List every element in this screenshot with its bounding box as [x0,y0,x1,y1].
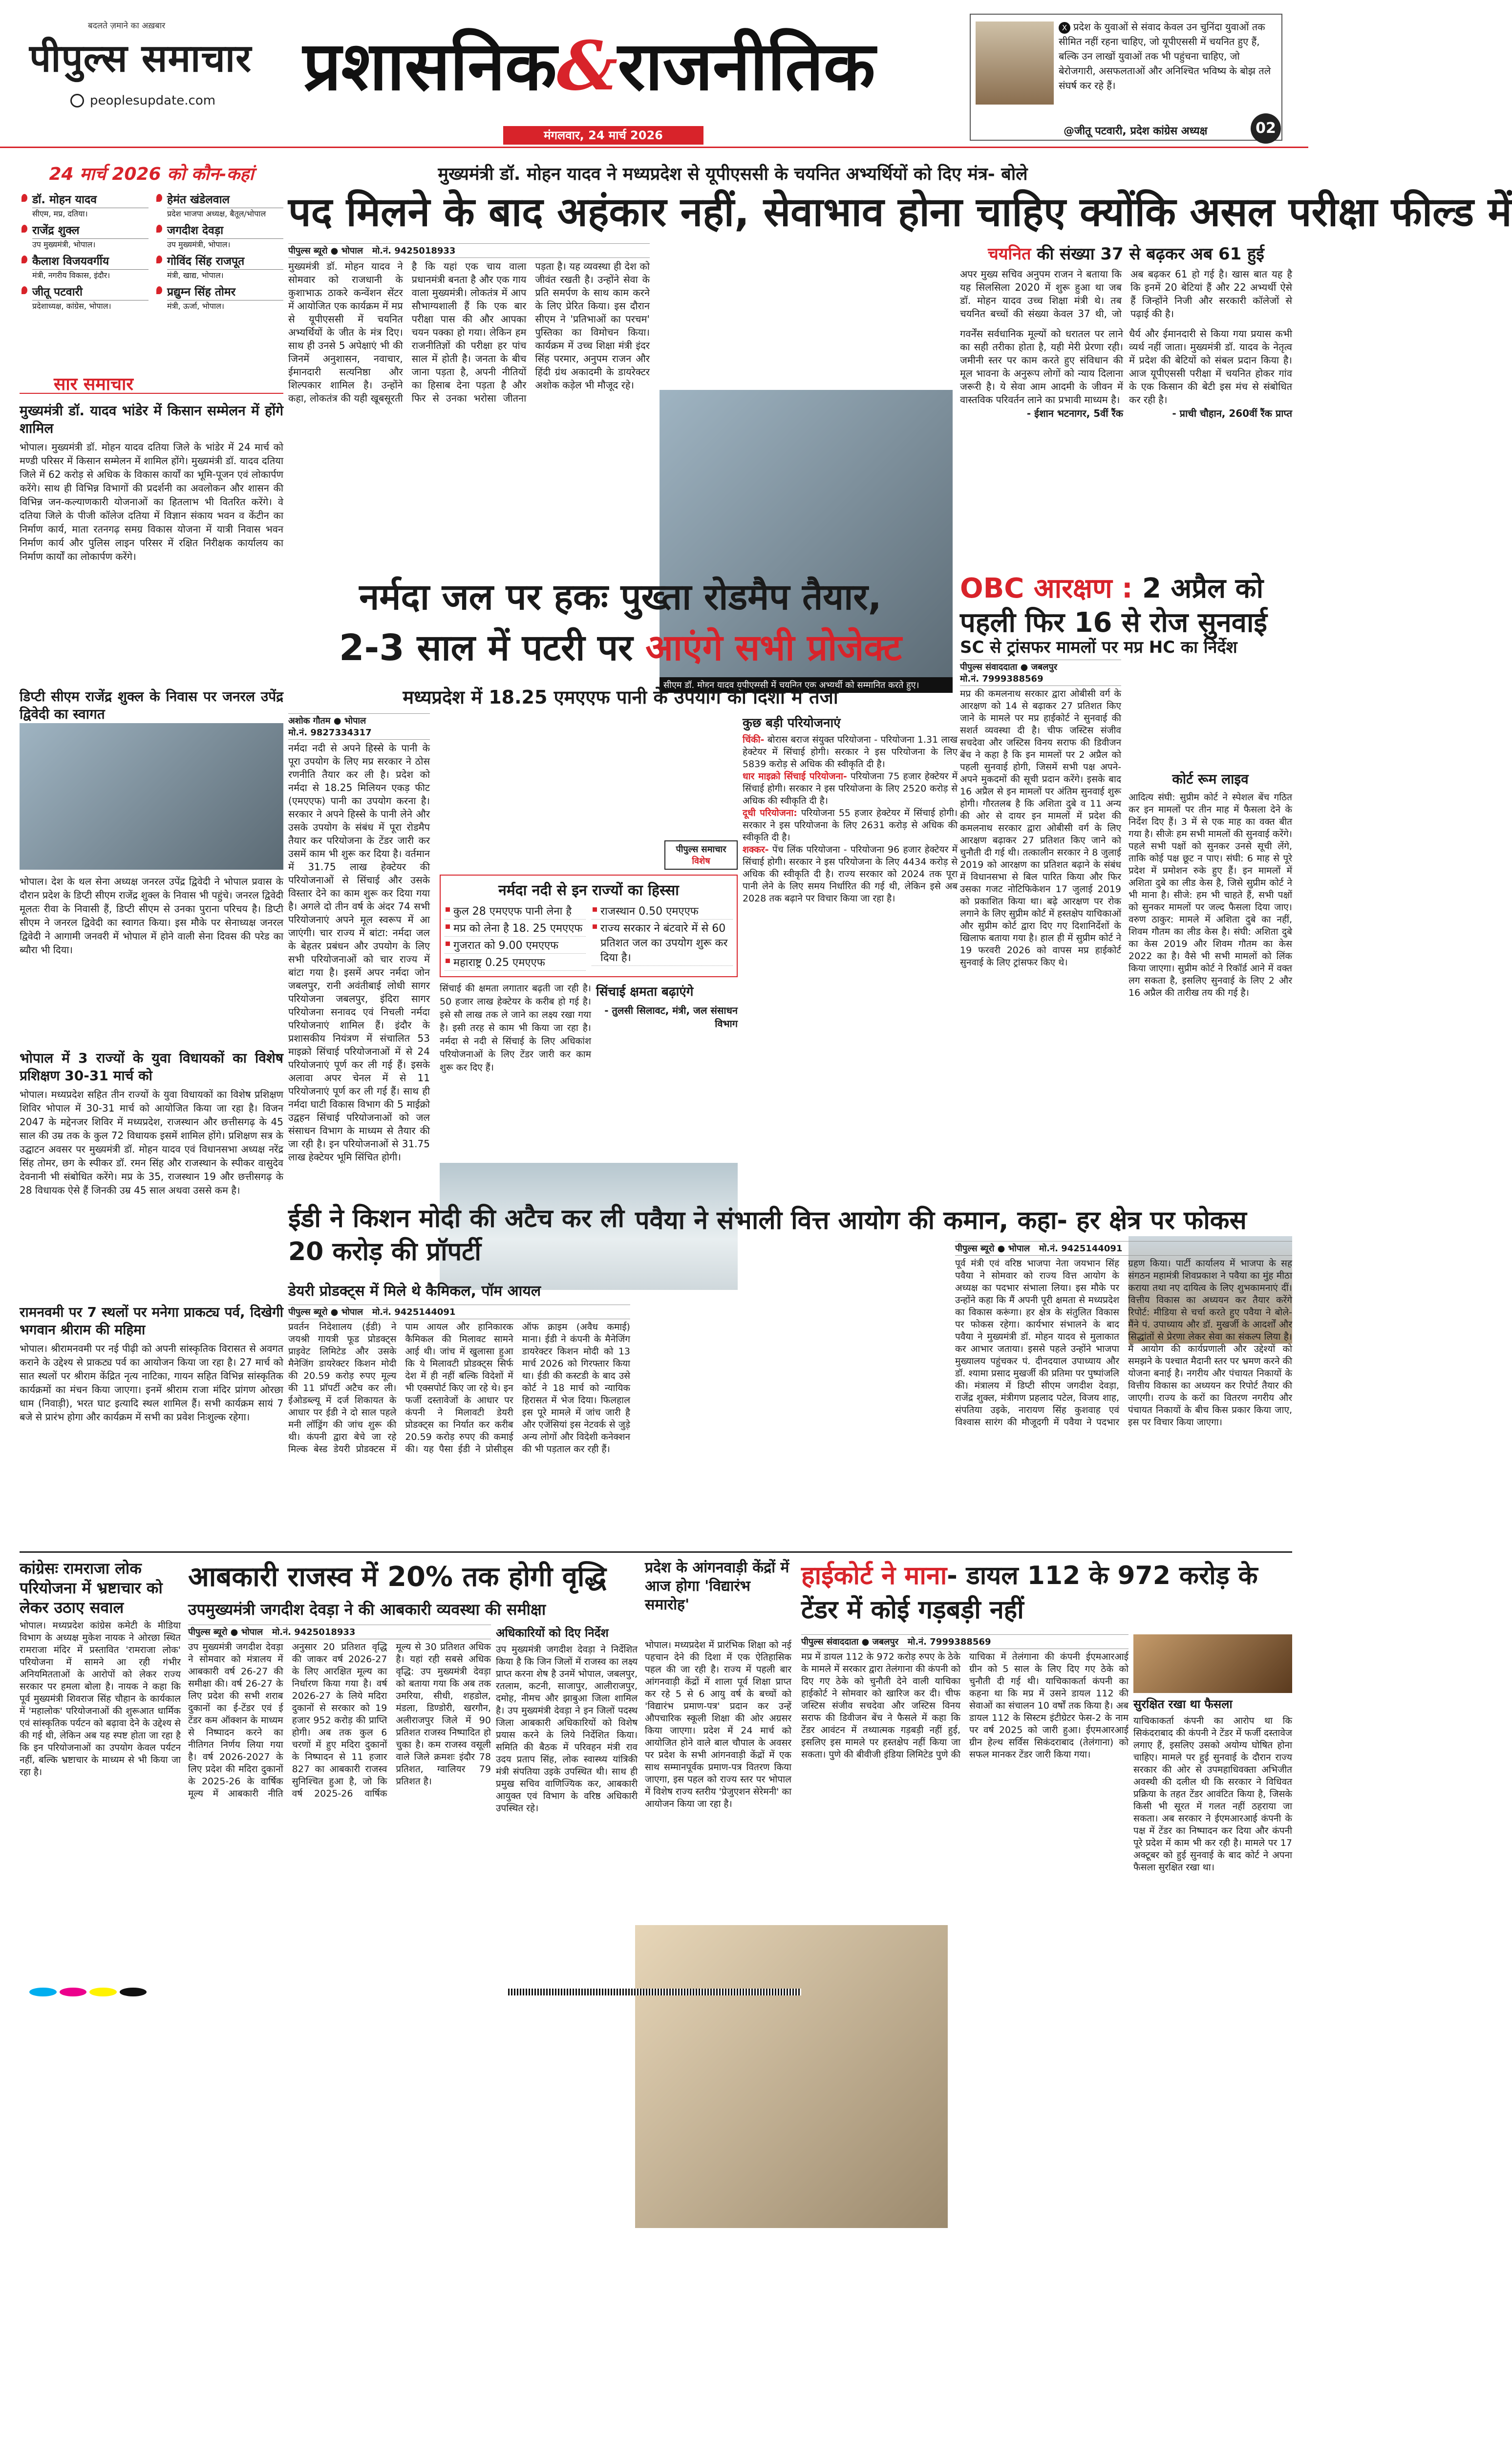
brief-body: भोपाल। मुख्यमंत्री डॉ. मोहन यादव दतिया जिले के भांडेर में 24 मार्च को मण्डी परिसर में किसान सम्मेलन में शामिल होंगे। मुख्यमंत्री डॉ. यादव दतिया जिले में 62 करोड़ से अधिक के विकास कार्यों का भूमि-पूजन एवं लोकार्पण करेंगे। साथ ही विभिन्न विभागों की प्रदर्शनी का अवलोकन और शासन की विभिन्न जन-कल्याणकारी योजनाओं का हितलाभ भी वितरित करेंगे। वे दतिया जिले के पीजी कॉलेज दतिया में विज्ञान संकाय भवन व केंटीन का निर्माण कार्य, माता रतनगढ़ समग्र विकास योजना में यात्री निवास भवन निर्माण कार्य और पुलिस लाइन परिसर में रक्षित निरीक्षक कार्यालय का निर्माण कार्यों का लोकार्पण करेंगे। [20,441,283,562]
state-share-left [445,902,586,971]
dial112-headline [801,1559,1292,1632]
special-logo [664,840,738,870]
selected-headline-red: चयनित [988,244,1031,264]
excise-directives-box [496,1625,638,1981]
army-chief-photo [20,723,283,870]
anganwadi-body: भोपाल। मध्यप्रदेश में प्रारंभिक शिक्षा को नई पहचान देने की दिशा में एक ऐतिहासिक पहल की जा रही है। राज्य में पहली बार आंगनवाड़ी केंद्रों में शाला पूर्व शिक्षा प्राप्त कर रहे 5 से 6 आयु वर्ष के बच्चों को 'विद्यारंभ प्रमाण-पत्र' प्रदान कर उन्हें औपचारिक स्कूली शिक्षा की ओर अग्रसर किया जाएगा। प्रदेश में 24 मार्च को आयोजित होने वाले बाल चौपाल के अवसर पर प्रदेश के सभी आंगनवाड़ी केंद्रों में एक साथ सम्मानपूर्वक प्रमाण-पत्र वितरण किया जाएगा, इस पहल को राज्य स्तर पर भोपाल में विशेष राज्य स्तरीय 'प्रेजुएशन सेरेमनी' का आयोजन किया जा रहा है। [645,1640,791,1809]
project-name: चिंकी- [743,734,765,745]
selected-headline [960,243,1292,265]
state-share-right [592,902,733,971]
narmada-headline-line2a: 2-3 साल में पटरी पर [339,627,646,669]
lead-body: मुख्यमंत्री डॉ. मोहन यादव ने सोमवार को राजधानी के कुशाभाऊ ठाकरे कन्वेंशन सेंटर में आयोजित एक कार्यक्रम में मप्र से यूपीएससी में चयनित अभ्यर्थियों के जीत के मंत्र दिए। साथ ही उनसे 5 अपेक्षाएं भी की जिनमें अनुशासन, नवाचार, ईमानदारी सत्यनिष्ठा और शिल्पकार शामिल है। उन्होंने कहा, लोकतंत्र की यही खूबसूरती है कि यहां एक चाय वाला प्रधानमंत्री बनता है और एक गाय वाला मुख्यमंत्री। लोकतंत्र में आप सौभाग्यशाली हैं कि एक बार परीक्षा पास की और आपका चयन पक्का हो गया। लेकिन हम राजनीतिज्ञों की परीक्षा हर पांच साल में होती है। जनता के बीच जाना पड़ता है, अपनी नीतियों का हिसाब देना पड़ता है और फिर से उनका भरोसा जीतना पड़ता है। यह व्यवस्था ही देश को जीवंत रखती है। उन्होंने सेवा के प्रति समर्पण के साथ काम करने के लिए प्रेरित किया। इस दौरान सीएम ने 'प्रतिभाओं का परचम' पुस्तिका का विमोचन किया। कार्यक्रम में उच्च शिक्षा मंत्री इंदर सिंह परमार, अनुपम राजन और हिंदी ग्रंथ अकादमी के डायरेक्टर अशोक कड़ेल भी मौजूद रहे। [288,260,650,404]
state-share-item: गुजरात को 9.00 एमएएफ [445,937,586,954]
obc-article [960,660,1121,1197]
excise-article [188,1625,491,1981]
byline-mobile: मो.नं. 9425144091 [1039,1243,1123,1254]
events-box [20,161,283,362]
pawaiya-headline: पवैया ने संभाली वित्त आयोग की कमान, कहा- हर क्षेत्र पर फोकस [635,1206,1247,1235]
narmada-col2-body: सिंचाई की क्षमता लगातार बढ़ती जा रही है। 50 हजार लाख हेक्टेयर के करीब हो गई है। इसे सौ लाख तक ले जाने का लक्ष्य रखा गया है। इसी तरह से काम भी किया जा रहा है। नर्मदा से नदी से सिंचाई के लिए अधिकांश परियोजनाओं के लिए टेंडर जारी कर काम शुरू कर दिए हैं। [440,983,591,1073]
state-share-title: नर्मदा नदी से इन राज्यों का हिस्सा [498,882,679,899]
logo-name: पीपुल्स समाचार [29,37,252,81]
project-text: परियोजना 75 हजार हेक्टेयर में सिंचाई होगी। सरकार ने इस परियोजना के लिए 2520 करोड़ से अधिक की स्वीकृति दी है। [743,771,958,806]
event-item [154,191,283,219]
anganwadi-article [645,1639,791,1981]
ed-article [288,1305,630,1554]
events-list [20,191,283,311]
gavel-photo [1133,1634,1292,1693]
narmada-subhead: मध्यप्रदेश में 18.25 एमएएफ पानी के उपयोग की दिशा में तेजी [403,686,838,708]
excise-byline [188,1625,491,1639]
byline-mobile: मो.नं. 9425018933 [372,246,456,256]
ed-headline: ईडी ने किशन मोदी की अटैच कर ली 20 करोड़ की प्रॉपर्टी [288,1204,624,1266]
cyan-mark [29,1988,57,1996]
irrigation-title: सिंचाई क्षमता बढ़ाएंगे [596,985,694,999]
brief-headline: रामनवमी पर 7 स्थलों पर मनेगा प्राकट्य पर्व, दिखेगी भगवान श्रीराम की महिमा [20,1304,283,1338]
congress-headline: कांग्रेसः रामराजा लोक परियोजना में भ्रष्टाचार को लेकर उठाए सवाल [20,1559,163,1617]
dial112-byline [801,1634,1129,1649]
byline-text: पीपुल्स संवाददाता ● जबलपुर [960,662,1058,672]
byline-text: पीपुल्स ब्यूरो ● भोपाल [955,1243,1030,1254]
lead-photo-caption: सीएम डॉ. मोहन यादव यूपीएससी में चयनित एक अभ्यर्थी को सम्मानित करते हुए। [660,677,953,693]
congress-body: भोपाल। मध्यप्रदेश कांग्रेस कमेटी के मीडिया विभाग के अध्यक्ष मुकेश नायक ने ओरछा स्थित रामराजा मंदिर में प्रस्तावित 'रामराजा लोक' परियोजना में सामने आ रही गंभीर अनियमितताओं के आरोपों को लेकर राज्य सरकार पर हमला बोला है। नायक ने कहा कि पूर्व मुख्यमंत्री शिवराज सिंह चौहान के कार्यकाल में 'महालोक' परियोजनाओं की शुरूआत धार्मिक एवं सांस्कृतिक पर्यटन को बढ़ावा देने के उद्देश्य से की गई थी, लेकिन अब यह स्पष्ट होता जा रहा है कि इन परियोजनाओं का उपयोग केवल पर्यटन नहीं, बल्कि भ्रष्टाचार के माध्यम से भी किया जा रहा है। [20,1620,181,1778]
event-item [20,253,149,280]
event-detail: उप मुख्यमंत्री, भोपाल। [167,238,283,250]
project-item [743,807,958,844]
quote-prachi [1129,327,1292,420]
state-share-item: राजस्थान 0.50 एमएएफ [592,902,733,920]
special-label: विशेष [692,856,710,866]
event-item [20,283,149,311]
brief-cm-kisan [20,398,283,686]
project-text: परियोजना 55 हजार हेक्टेयर में सिंचाई होगी। सरकार ने इस परियोजना के लिए 2631 करोड़ से अधिक की स्वीकृति दी है। [743,808,958,843]
quote-prachi-text: धैर्य और ईमानदारी से किया गया प्रयास कभी व्यर्थ नहीं जाता। मुख्यमंत्री डॉ. यादव के नेतृत्व में प्रदेश की बेटियों को संबल प्रदान किया है। आज यूपीएससी परीक्षा में चयनित होकर गांव के एक किसान की बेटी इस मंच से संबोधित कर रही है। [1129,328,1292,406]
irrigation-signature: - तुलसी सिलावट, मंत्री, जल संसाधन विभाग [604,1005,738,1029]
brief-ramnavami [20,1300,283,1544]
project-name: शक्कर- [743,844,769,855]
magenta-mark [60,1988,87,1996]
event-item [20,191,149,219]
section-title-part2: राजनीतिक [618,27,875,106]
projects-title: कुछ बड़ी परियोजनाएं [743,716,841,730]
quote-signature: @जीतू पटवारी, प्रदेश कांग्रेस अध्यक्ष [1064,125,1208,137]
event-detail: प्रदेशाध्यक्ष, कांग्रेस, भोपाल। [32,300,149,311]
byline-mobile: मो.नं. 9425144091 [372,1307,456,1317]
event-detail: मंत्री, नगरीय विकास, इंदौर। [32,269,149,280]
brief-headline: डिप्टी सीएम राजेंद्र शुक्ल के निवास पर जनरल उपेंद्र द्विवेदी का स्वागत [20,688,283,722]
selected-headline-rest: की संख्या 37 से बढ़कर अब 61 हुई [1037,244,1264,264]
section-title-amp: & [556,26,618,106]
quote-ishan [960,327,1123,420]
x-logo-icon: X [1059,22,1070,34]
issue-date: मंगलवार, 24 मार्च 2026 [503,126,703,145]
project-item [743,844,958,905]
court-live-body: आदित्य संघी: सुप्रीम कोर्ट ने स्पेशल बेंच गठित कर इन मामलों पर तीन माह में फैसला देने के निर्देश दिए हैं। 3 में से एक माह का वक्त बीत गया है। सीजेः हम सभी मामलों की सुनवाई करेंगे। पहले सभी पक्षों को सुनकर उनसे सूची लेंगे, ताकि कोई पक्ष छूट न पाए। संघी: 6 माह से पूरे प्रदेश में प्रमोशन रुके हुए हैं। इन मामलों में अशिता दुबे का लीड केस है, जिसे सुप्रीम कोर्ट ने भी माना है। सीजे: हम भी चाहते हैं, सभी पक्षों को सुनकर मामलों पर जल्द फैसला दिया जाए। वरुण ठाकुर: मामले में अशिता दुबे का नहीं, शिवम गौतम का लीड केस है। संघी: अशिता दुबे का केस 2019 और शिवम गौतम का केस 2022 का है। वैसे भी सभी मामलों को लिंक किया जाएगा। सुप्रीम कोर्ट ने रिकॉर्ड आने में वक्त लग सकता है, इसलिए सुनवाई के लिए 2 और 16 अप्रैल की तारीख तय की गई है। [1129,792,1292,998]
lead-kicker: मुख्यमंत्री डॉ. मोहन यादव ने मध्यप्रदेश से यूपीएससी के चयनित अभ्यर्थियों को दिए मंत्र- बोले [438,164,1028,184]
state-share-box [440,875,738,977]
event-item [154,283,283,311]
irrigation-box [596,982,738,1197]
quote-text-body: प्रदेश के युवाओं से संवाद केवल उन चुनिंदा युवाओं तक सीमित नहीं रहना चाहिए, जो यूपीएससी में चयनित हुए हैं, बल्कि उन लाखों युवाओं तक भी पहुंचना चाहिए, जो बेरोजगारी, असफलताओं और अनिश्चित भविष्य के बोझ तले संघर्ष कर रहे हैं। [1059,21,1271,91]
narmada-headline [288,572,953,677]
event-name: जीतू पटवारी [32,286,83,299]
event-name: हेमंत खंडेलवाल [167,193,230,206]
quote-text [1059,20,1274,93]
state-share-item: मप्र को लेना है 18. 25 एमएएफ [445,920,586,937]
project-item [743,734,958,771]
event-name: गोविंद सिंह राजपूत [167,255,245,268]
brief-body: भोपाल। देश के थल सेना अध्यक्ष जनरल उपेंद्र द्विवेदी ने भोपाल प्रवास के दौरान प्रदेश के डिप्टी सीएम राजेंद्र शुक्ल के निवास भी पहुंचे। जनरल द्विवेदी मूलतः रीवा के निवासी हैं, डिप्टी सीएम से उनका पुराना परिचय है। डिप्टी सीएम ने जनरल द्विवेदी का स्वागत किया। इस मौके पर सेनाध्यक्ष जनरल द्विवेदी ने आगामी जनवरी में भोपाल में होने वाली सेना दिवस की परेड का ब्यौरा भी दिया। [20,876,283,956]
site-url-text: peoplesupdate.com [90,93,216,108]
event-detail: मंत्री, ऊर्जा, भोपाल। [167,300,283,311]
obc-subhead: SC से ट्रांसफर मामलों पर मप्र HC का निर्देश [960,638,1237,657]
pawaiya-article [955,1241,1292,1544]
narmada-headline-line2b: आएंगे सभी प्रोजेक्ट [645,627,902,669]
globe-icon [70,94,84,107]
quote-ishan-name: - ईशान भटनागर, 5वीं रैंक [1026,407,1123,419]
excise-directives-title: अधिकारियों को दिए निर्देश [496,1626,609,1640]
excise-headline: आबकारी राजस्व में 20% तक होगी वृद्धि [188,1561,607,1593]
masthead-logo [29,20,293,117]
bottom-divider [20,1551,1292,1553]
congress-article [20,1620,181,1981]
projects-box [743,713,958,1197]
project-text: पेंच लिंक परियोजना - परियोजना 96 हजार हेक्टेयर में सिंचाई होगी। सरकार ने इस परियोजना के लिए 4434 करोड़ से अधिक की स्वीकृति दी है। राज्य सरकार को 2024 तक पूरा पानी लेने के लिए समय निर्धारित की गई थी, लेकिन इसे अब 2028 तक बढ़ाने पर विचार किया जा रहा है। [743,844,958,904]
narmada-body: नर्मदा नदी से अपने हिस्से के पानी के पूरा उपयोग के लिए मप्र सरकार ने ठोस रणनीति तैयार कर ली है। प्रदेश को नर्मदा से 18.25 मिलियन एकड़ फीट (एमएएफ) पानी का उपयोग करना है। सरकार ने अपने हिस्से के पानी लेने और उसके उपयोग के संबंध में पूरा रोडमैप तैयार कर परियोजना के टेंडर जारी कर उसमें काम भी शुरू कर दिया है। वर्तमान में 31.75 लाख हेक्टेयर की परियोजनाओं से सिंचाई और उसके विस्तार देने का काम शुरू कर दिया गया है। अगले दो तीन वर्ष के अंदर 74 सभी परियोजनाएं अपने मूल स्वरूप में आ जाएंगी। चार राज्य में बांटा: नर्मदा जल के बेहतर प्रबंधन और उपयोग के लिए सभी परियोजनाओं को चार राज्य में बांटा गया है। इसमें अपर नर्मदा जोन जबलपुर, रानी अवंतीबाई लोधी सागर परियोजना जबलपुर, इंदिरा सागर परियोजना सनावद एवं निचली नर्मदा परियोजनाएं शामिल हैं। इंदौर के प्रशासकीय नियंत्रण में संचालित 53 माइक्रो सिंचाई परियोजनाओं में से 24 परियोजनाएं पूर्ण कर ली गई हैं। इसके अलावा अपर चेनल में से 11 परियोजनाएं पूर्ण कर ली गई हैं। साथ ही नर्मदा घाटी विकास विभाग की 5 माईक्रो उद्वहन सिंचाई परियोजनाओं को जल संसाधन विभाग के माध्यम से तैयार की जा रही है। इन परियोजनाओं से 31.75 लाख हेक्टेयर भूमि सिंचित होगी। [288,742,430,1163]
brief-army-body-wrap [20,875,283,1036]
state-share-item: कुल 28 एमएएफ पानी लेना है [445,902,586,920]
brief-body: भोपाल। श्रीरामनवमी पर नई पीढ़ी को अपनी सांस्कृतिक विरासत से अवगत कराने के उद्देश्य से प्राकट्य पर्व का आयोजन किया जा रहा है। 27 मार्च को सात स्थलों पर श्रीराम केंद्रित नृत्य नाटिका, गायन सहित विभिन्न सांस्कृतिक कार्यक्रमों का मंचन किया जाएगा। इनमें श्रीराम राजा मंदिर प्रांगण ओरछा धाम (निवाड़ी), भरत घाट इत्यादि स्थल शामिल हैं। सभी कार्यक्रम सायं 7 बजे से प्रारंभ होगा और कार्यक्रम में सभी का प्रवेश निःशुल्क रहेगा। [20,1343,283,1423]
event-name: राजेंद्र शुक्ल [32,224,80,237]
print-registration-bar [508,1989,801,1995]
event-detail: सीएम, मप्र, दतिया। [32,208,149,219]
event-detail: उप मुख्यमंत्री, भोपाल। [32,238,149,250]
site-url[interactable] [70,93,293,108]
briefs-title: सार समाचार [20,371,283,394]
byline-text: अशोक गौतम ● भोपाल [288,716,366,726]
event-item [154,222,283,250]
section-title [303,20,958,112]
obc-headline-red: OBC आरक्षण : [960,573,1143,604]
dial112-body: मप्र में डायल 112 के 972 करोड़ रुपए के ठेके के मामले में सरकार द्वारा तेलंगाना की कंपनी को दिए गए ठेके को चुनौती देने वाली याचिका हाईकोर्ट ने सोमवार को खारिज कर दी। चीफ जस्टिस संजीव सचदेवा और जस्टिस विनय सराफ की डिवीजन बेंच ने फैसले में कहा कि टेंडर आवंटन में तथ्यात्मक गड़बड़ी नहीं हुई, इसलिए इस मामले पर हस्तक्षेप नहीं किया जा सकता। पुणे की बीवीजी इंडिया लिमिटेड पुणे की याचिका में तेलंगाना की कंपनी ईएमआरआई ग्रीन को 5 साल के लिए दिए गए ठेके को चुनौती दी गई थी। याचिकाकर्ता कंपनी का कहना था कि मप्र में उसने डायल 112 की सेवाओं का संचालन 10 वर्षों तक किया है। अब डायल 112 के सिस्टम इंटीग्रेटर फेस-2 के नाम पर वर्ष 2025 को जारी हुआ। ईएमआरआई ग्रीन हेल्थ सर्विस सिकंदराबाद (तेलंगाना) को सफल मानकर टेंडर जारी किया गया। [801,1651,1129,1760]
events-title: 24 मार्च 2026 को कौन-कहां [49,164,254,184]
byline-mobile: मो.नं. 9425018933 [272,1627,356,1637]
event-item [20,222,149,250]
byline-text: पीपुल्स ब्यूरो ● भोपाल [288,1307,363,1317]
event-item [154,253,283,280]
narmada-col2 [440,982,591,1197]
project-name: दूधी परियोजना: [743,808,797,818]
court-live-title: कोर्ट रूम लाइव [1172,771,1249,787]
narmada-headline-line1: नर्मदा जल पर हकः पुख्ता रोडमैप तैयार, [359,576,882,618]
anganwadi-headline: प्रदेश के आंगनवाड़ी केंद्रों में आज होगा 'विद्यारंभ समारोह' [645,1559,789,1613]
project-text: बोरास बराज संयुक्त परियोजना - परियोजना 1.31 लाख हेक्टेयर में सिंचाई होगी। सरकार ने इस परियोजना के लिए 5839 करोड़ से अधिक की स्वीकृति दी है। [743,734,958,770]
event-detail: मंत्री, खाद्य, भोपाल। [167,269,283,280]
black-mark [120,1988,147,1996]
lead-headline: पद मिलने के बाद अहंकार नहीं, सेवाभाव होना चाहिए क्योंकि असल परीक्षा फील्ड में [288,189,1512,236]
excise-body: उप मुख्यमंत्री जगदीश देवड़ा ने सोमवार को मंत्रालय में आबकारी वर्ष 26-27 की समीक्षा की। वर्ष 26-27 के लिए प्रदेश की सभी शराब दुकानों का ई-टेंडर एवं ई टेंडर कम ऑक्शन के माध्यम से निष्पादन करने का नीतिगत निर्णय लिया गया है। वर्ष 2026-2027 के लिए प्रदेश की मदिरा दुकानों के 2025-26 के वार्षिक मूल्य में आबकारी नीति अनुसार 20 प्रतिशत वृद्धि की जाकर वर्ष 2026-27 के लिए आरक्षित मूल्य का निर्धारण किया गया है। वर्ष 2026-27 के लिये मदिरा दुकानों से सरकार को 19 हजार 952 करोड़ की प्राप्ति होगी। अब तक कुल 6 चरणों में हुए मदिरा दुकानों के निष्पादन से 11 हजार 827 का आबकारी राजस्व सुनिश्चित हुआ है, जो कि वर्ष 2025-26 वार्षिक मूल्य से 30 प्रतिशत अधिक है। यहां रही सबसे अधिक वृद्धि: उप मुख्यमंत्री देवड़ा को बताया गया कि अब तक उमरिया, सीधी, शहडोल, मंडला, डिण्डोरी, खरगौन, अलीराजपुर जिले में 90 प्रतिशत राजस्व निष्पादित हो चुका है। कम राजस्व वसूली वाले जिले क्रमशः इंदौर 78 प्रतिशत, ग्वालियर 79 प्रतिशत है। [188,1642,491,1799]
court-live-box [1129,792,1292,1197]
event-name: प्रद्युम्न सिंह तोमर [167,286,236,299]
dial112-verdict-title: सुरक्षित रखा था फैसला [1133,1697,1233,1711]
brief-army-headline-wrap [20,684,283,722]
byline-text: पीपुल्स संवाददाता ● जबलपुर [801,1637,899,1647]
section-title-part1: प्रशासनिक [303,27,557,106]
masthead-divider [0,147,1308,148]
project-item [743,771,958,807]
selected-count-box [960,243,1292,556]
brief-headline: भोपाल में 3 राज्यों के युवा विधायकों का विशेष प्रशिक्षण 30-31 मार्च को [20,1050,283,1084]
yellow-mark [89,1988,117,1996]
event-name: जगदीश देवड़ा [167,224,224,237]
event-name: कैलाश विजयवर्गीय [32,255,109,268]
page-number: 02 [1251,113,1281,144]
byline-mobile: मो.नं. 7999388569 [907,1637,991,1647]
dial112-headline-red: हाईकोर्ट ने माना [801,1561,947,1590]
pawaiya-body: पूर्व मंत्री एवं वरिष्ठ भाजपा नेता जयभान सिंह पवैया ने सोमवार को राज्य वित्त आयोग के अध्यक्ष का पदभार संभाला लिया। इस मौके पर उन्होंने कहा कि मैं अपनी पूरी क्षमता से मध्यप्रदेश का विकास करूंगा। हर क्षेत्र के संतुलित विकास पर फोकस रहेगा। कार्यभार संभालने के बाद पवैया ने मुख्यमंत्री डॉ. मोहन यादव से मुलाकात कर आभार जताया। इससे पहले उन्होंने भाजपा मुख्यालय पहुंचकर पं. दीनदयाल उपाध्याय और डॉ. श्यामा प्रसाद मुखर्जी की प्रतिमा पर पुष्पांजलि की। मंत्रालय में डिप्टी सीएम जगदीश देवड़ा, राजेंद्र शुक्ल, मंत्रीगण प्रहलाद पटेल, विजय शाह, संपतिया उइके, नारायण सिंह कुशवाह एवं विश्वास सारंग की मौजूदगी में पवैया ने पदभार ग्रहण किया। पार्टी कार्यालय में भाजपा के सह संगठन महामंत्री शिवप्रकाश ने पवैया का मुंह मीठा कराया तथा नए दायित्व के लिए शुभकामनाएं दीं। वित्तीय विकास का अध्ययन कर तैयार करेंगे रिपोर्ट: मीडिया से चर्चा करते हुए पवैया ने बोले- मैंने पं. उपाध्याय और डॉ. मुखर्जी के आदर्शों और सिद्धांतों से प्रेरणा लेकर सेवा का संकल्प लिया है। मैं आयोग की कार्यप्रणाली और उद्देश्यों को समझने के पश्चात मैदानी स्तर पर भ्रमण करने की योजना बनाई है। नगरीय और पंचायत निकायों के वित्तीय विकास का अध्ययन कर रिपोर्ट तैयार की जाएगी। राज्य के करों का वितरण नगरीय और पंचायत निकायों के बीच किस प्रकार किया जाए, इस पर विचार किया जाएगा। [955,1258,1292,1428]
print-color-marks [29,1988,147,1996]
project-name: धार माइक्रो सिंचाई परियोजना- [743,771,847,782]
quote-prachi-name: - प्राची चौहान, 260वीं रैंक प्राप्त [1172,407,1292,419]
special-logo-label: पीपुल्स समाचार [676,844,726,855]
logo-tagline: बदलते ज़माने का अख़बार [88,21,166,31]
byline-text: पीपुल्स ब्यूरो ● भोपाल [188,1627,263,1637]
ed-byline [288,1305,630,1319]
event-name: डॉ. मोहन यादव [32,193,97,206]
brief-mla-training [20,1046,283,1295]
quote-author-photo [976,21,1054,105]
lead-byline [288,243,650,258]
obc-body: मप्र की कमलनाथ सरकार द्वारा ओबीसी वर्ग के आरक्षण को 14 से बढ़ाकर 27 प्रतिशत किए जाने के मामले पर मप्र हाईकोर्ट ने सुनवाई की सशर्त व्यवस्था दी है। चीफ जस्टिस संजीव सचदेवा और जस्टिस विनय सराफ की डिवीजन बेंच ने कहा है कि इन मामलों पर 2 अप्रैल को पहली सुनवाई होगी, जिसमें सभी पक्ष अपने-अपने मुकदमों की सूची प्रदान करेंगे। इसके बाद 16 अप्रैल से इन मामलों पर अंतिम सुनवाई शुरू होगी। गौरतलब है कि अशिता दुबे व 11 अन्य की ओर से दायर इन मामलों में प्रदेश की कमलनाथ सरकार द्वारा ओबीसी वर्ग के लिए आरक्षण बढ़ाकर 27 प्रतिशत किए जाने को चुनौती दी गई थी। तत्कालीन सरकार ने 8 जुलाई 2019 को आरक्षण का प्रतिशत बढ़ाने के संबंध में विधानसभा से बिल पारित किया और फिर उसका गजट नोटिफिकेशन 17 जुलाई 2019 को प्रकाशित किया था। बढ़े आरक्षण पर रोक लगाने के लिए सुप्रीम कोर्ट में हस्तक्षेप याचिकाओं और सुप्रीम कोर्ट द्वारा दिए गए दिशानिर्देशों के खिलाफ बताया गया है। हाल ही में सुप्रीम कोर्ट ने 19 फरवरी 2026 को वापस मप्र हाईकोर्ट सुनवाई के लिए ट्रांसफर किए थे। [960,688,1121,968]
quote-box [970,14,1282,141]
brief-headline: मुख्यमंत्री डॉ. यादव भांडेर में किसान सम्मेलन में होंगे शामिल [20,403,283,436]
obc-headline-rest: 2 अप्रैल को पहली फिर 16 से रोज सुनवाई [960,573,1267,639]
narmada-article [288,713,430,1197]
excise-subhead: उपमुख्यमंत्री जगदीश देवड़ा ने की आबकारी व्यवस्था की समीक्षा [188,1600,546,1619]
state-share-item: महाराष्ट्र 0.25 एमएएफ [445,954,586,971]
state-share-item: राज्य सरकार ने बंटवारे में से 60 प्रतिशत जल का उपयोग शुरू कर दिया है। [592,920,733,966]
dial112-verdict-body: याचिकाकर्ता कंपनी का आरोप था कि सिकंदराबाद की कंपनी ने टेंडर में फर्जी दस्तावेज लगाए हैं, इसलिए उसको अयोग्य घोषित होना चाहिए। मामले पर हुई सुनवाई के दौरान राज्य सरकार की ओर से उपमहाधिवक्ता अभिजीत अवस्थी की दलील थी कि सरकार ने विधिवत प्रक्रिया के तहत टेंडर आवंटित किया है, जिसके किसी भी सूरत में गलत नहीं ठहराया जा सकता। अब सरकार ने ईएमआरआई कंपनी के पक्ष में टेंडर का निष्पादन कर दिया और कंपनी पूरे प्रदेश में काम भी कर रही है। मामले पर 17 अक्टूबर को हुई सुनवाई के बाद कोर्ट ने अपना फैसला सुरक्षित रखा था। [1133,1715,1292,1873]
selected-quotes [960,327,1292,420]
dial112-headline-rest: - डायल 112 के 972 करोड़ के टेंडर में कोई गड़बड़ी नहीं [801,1561,1258,1625]
byline-mobile: मो.नं. 9827334317 [288,728,372,738]
ed-subhead: डेयरी प्रोडक्ट्स में मिले थे कैमिकल, पॉम आयल [288,1283,541,1300]
brief-body: भोपाल। मध्यप्रदेश सहित तीन राज्यों के युवा विधायकों का विशेष प्रशिक्षण शिविर भोपाल में 30-31 मार्च को आयोजित किया जा रहा है। विजन 2047 के मद्देनजर शिविर में मध्यप्रदेश, राजस्थान और छत्तीसगढ़ के 45 साल की उम्र तक के कुल 72 विधायक इसमें शामिल होंगे। प्रशिक्षण सत्र के उद्घाटन अवसर पर मुख्यमंत्री डॉ. मोहन यादव एवं विधानसभा अध्यक्ष नरेंद्र सिंह तोमर, छग के स्पीकर डॉ. रमन सिंह और राजस्थान के स्पीकर वासुदेव देवनानी भी संबोधित करेंगे। मप्र के 35, राजस्थान 19 और छत्तीसगढ़ के 28 विधायक ऐसे हैं जिनकी उम्र 45 साल अथवा उससे कम है। [20,1089,283,1196]
dial112-verdict-box [1133,1634,1292,1981]
state-share-lists [445,902,733,971]
selected-body: अपर मुख्य सचिव अनुपम राजन ने बताया कि यह सिलसिला 2020 में शुरू हुआ था जब डॉ. मोहन यादव उच्च शिक्षा मंत्री थे। तब चयनित बच्चों की संख्या केवल 37 थी, जो अब बढ़कर 61 हो गई है। खास बात यह है कि इनमें 20 बेटियां हैं और 22 अभ्यर्थी ऐसे हैं जिन्होंने निजी और सरकारी कॉलेजों से पढ़ाई की है। [960,268,1292,320]
pawaiya-byline [955,1241,1292,1256]
quote-ishan-text: गवर्नेंस सर्वधानिक मूल्यों को धरातल पर लाने का सही तरीका होता है, यही मेरी प्रेरणा रही। जमीनी स्तर पर काम करते हुए संविधान की मूल भावना के अनुरूप लोगों को न्याय दिलाना जरूरी है। ये सेवा आम आदमी के जीवन में वास्तविक परिवर्तन लाने का प्रभावी माध्यम है। [960,328,1123,406]
byline-mobile: मो.नं. 7999388569 [960,674,1043,684]
byline-text: पीपुल्स ब्यूरो ● भोपाल [288,246,363,256]
obc-byline [960,660,1121,686]
narmada-byline [288,713,430,740]
lead-article [288,243,650,546]
ed-body: प्रवर्तन निदेशालय (ईडी) ने जयश्री गायत्री फूड प्रोडक्ट्स प्राइवेट लिमिटेड और उसके मैनेजिंग डायरेक्टर किशन मोदी की 20.59 करोड़ रुपए मूल्य की 11 प्रॉपर्टी अटैच कर ली। ईओडब्ल्यू में दर्ज शिकायत के आधार पर ईडी ने दो साल पहले मनी लॉड्रिंग की जांच शुरू की थी। कंपनी द्वारा बेचे जा रहे मिल्क बेस्ड डेयरी प्रोडक्टस में पाम आयल और हानिकारक कैमिकल की मिलावट सामने आई थी। जांच में खुलासा हुआ कि ये मिलावटी प्रोडक्ट्स सिर्फ देश में ही नहीं बल्कि विदेशों में भी एक्सपोर्ट किए जा रहे थे। इन फर्जी दस्तावेजों के आधार पर कंपनी ने मिलावटी डेयरी प्रोडक्ट्स का निर्यात कर करीब 20.59 करोड़ रुपए की कमाई की। यह पैसा ईडी ने प्रोसीड्स ऑफ क्राइम (अवैध कमाई) माना। ईडी ने कंपनी के मैनेजिंग डायरेक्टर किशन मोदी को 13 मार्च 2026 को गिरफ्तार किया था। ईडी की कस्टडी के बाद उसे कोर्ट ने 18 मार्च को न्यायिक हिरासत में भेज दिया। फिलहाल इस पूरे मामले में जांच जारी है और एजेंसियां इस नेटवर्क से जुड़े अन्य लोगों और विदेशी कनेक्शन की भी पड़ताल कर रही हैं। [288,1322,630,1455]
dial112-article [801,1634,1129,1981]
excise-directives-body: उप मुख्यमंत्री जगदीश देवड़ा ने निर्देशित किया है कि जिन जिलों में राजस्व का लक्ष्य प्राप्त करना शेष है उनमें भोपाल, जबलपुर, रतलाम, कटनी, साजापुर, आलीराजपुर, दमोह, नीमच और झाबुआ जिला शामिल है। उप मुख्यमंत्री देवड़ा ने इन जिलों पदस्थ जिला आबकारी अधिकारियों को विशेष प्रयास करने के लिये निर्देशित किया। समिति की बैठक में परिवहन मंत्री राव उदय प्रताप सिंह, लोक स्वास्थ्य यांत्रिकी मंत्री संपतिया उइके उपस्थित थी। साथ ही प्रमुख सचिव वाणिज्यिक कर, आबकारी आयुक्त एवं विभाग के वरिष्ठ अधिकारी उपस्थित रहे। [496,1644,638,1814]
event-detail: प्रदेश भाजपा अध्यक्ष, बैतूल/भोपाल [167,208,283,219]
